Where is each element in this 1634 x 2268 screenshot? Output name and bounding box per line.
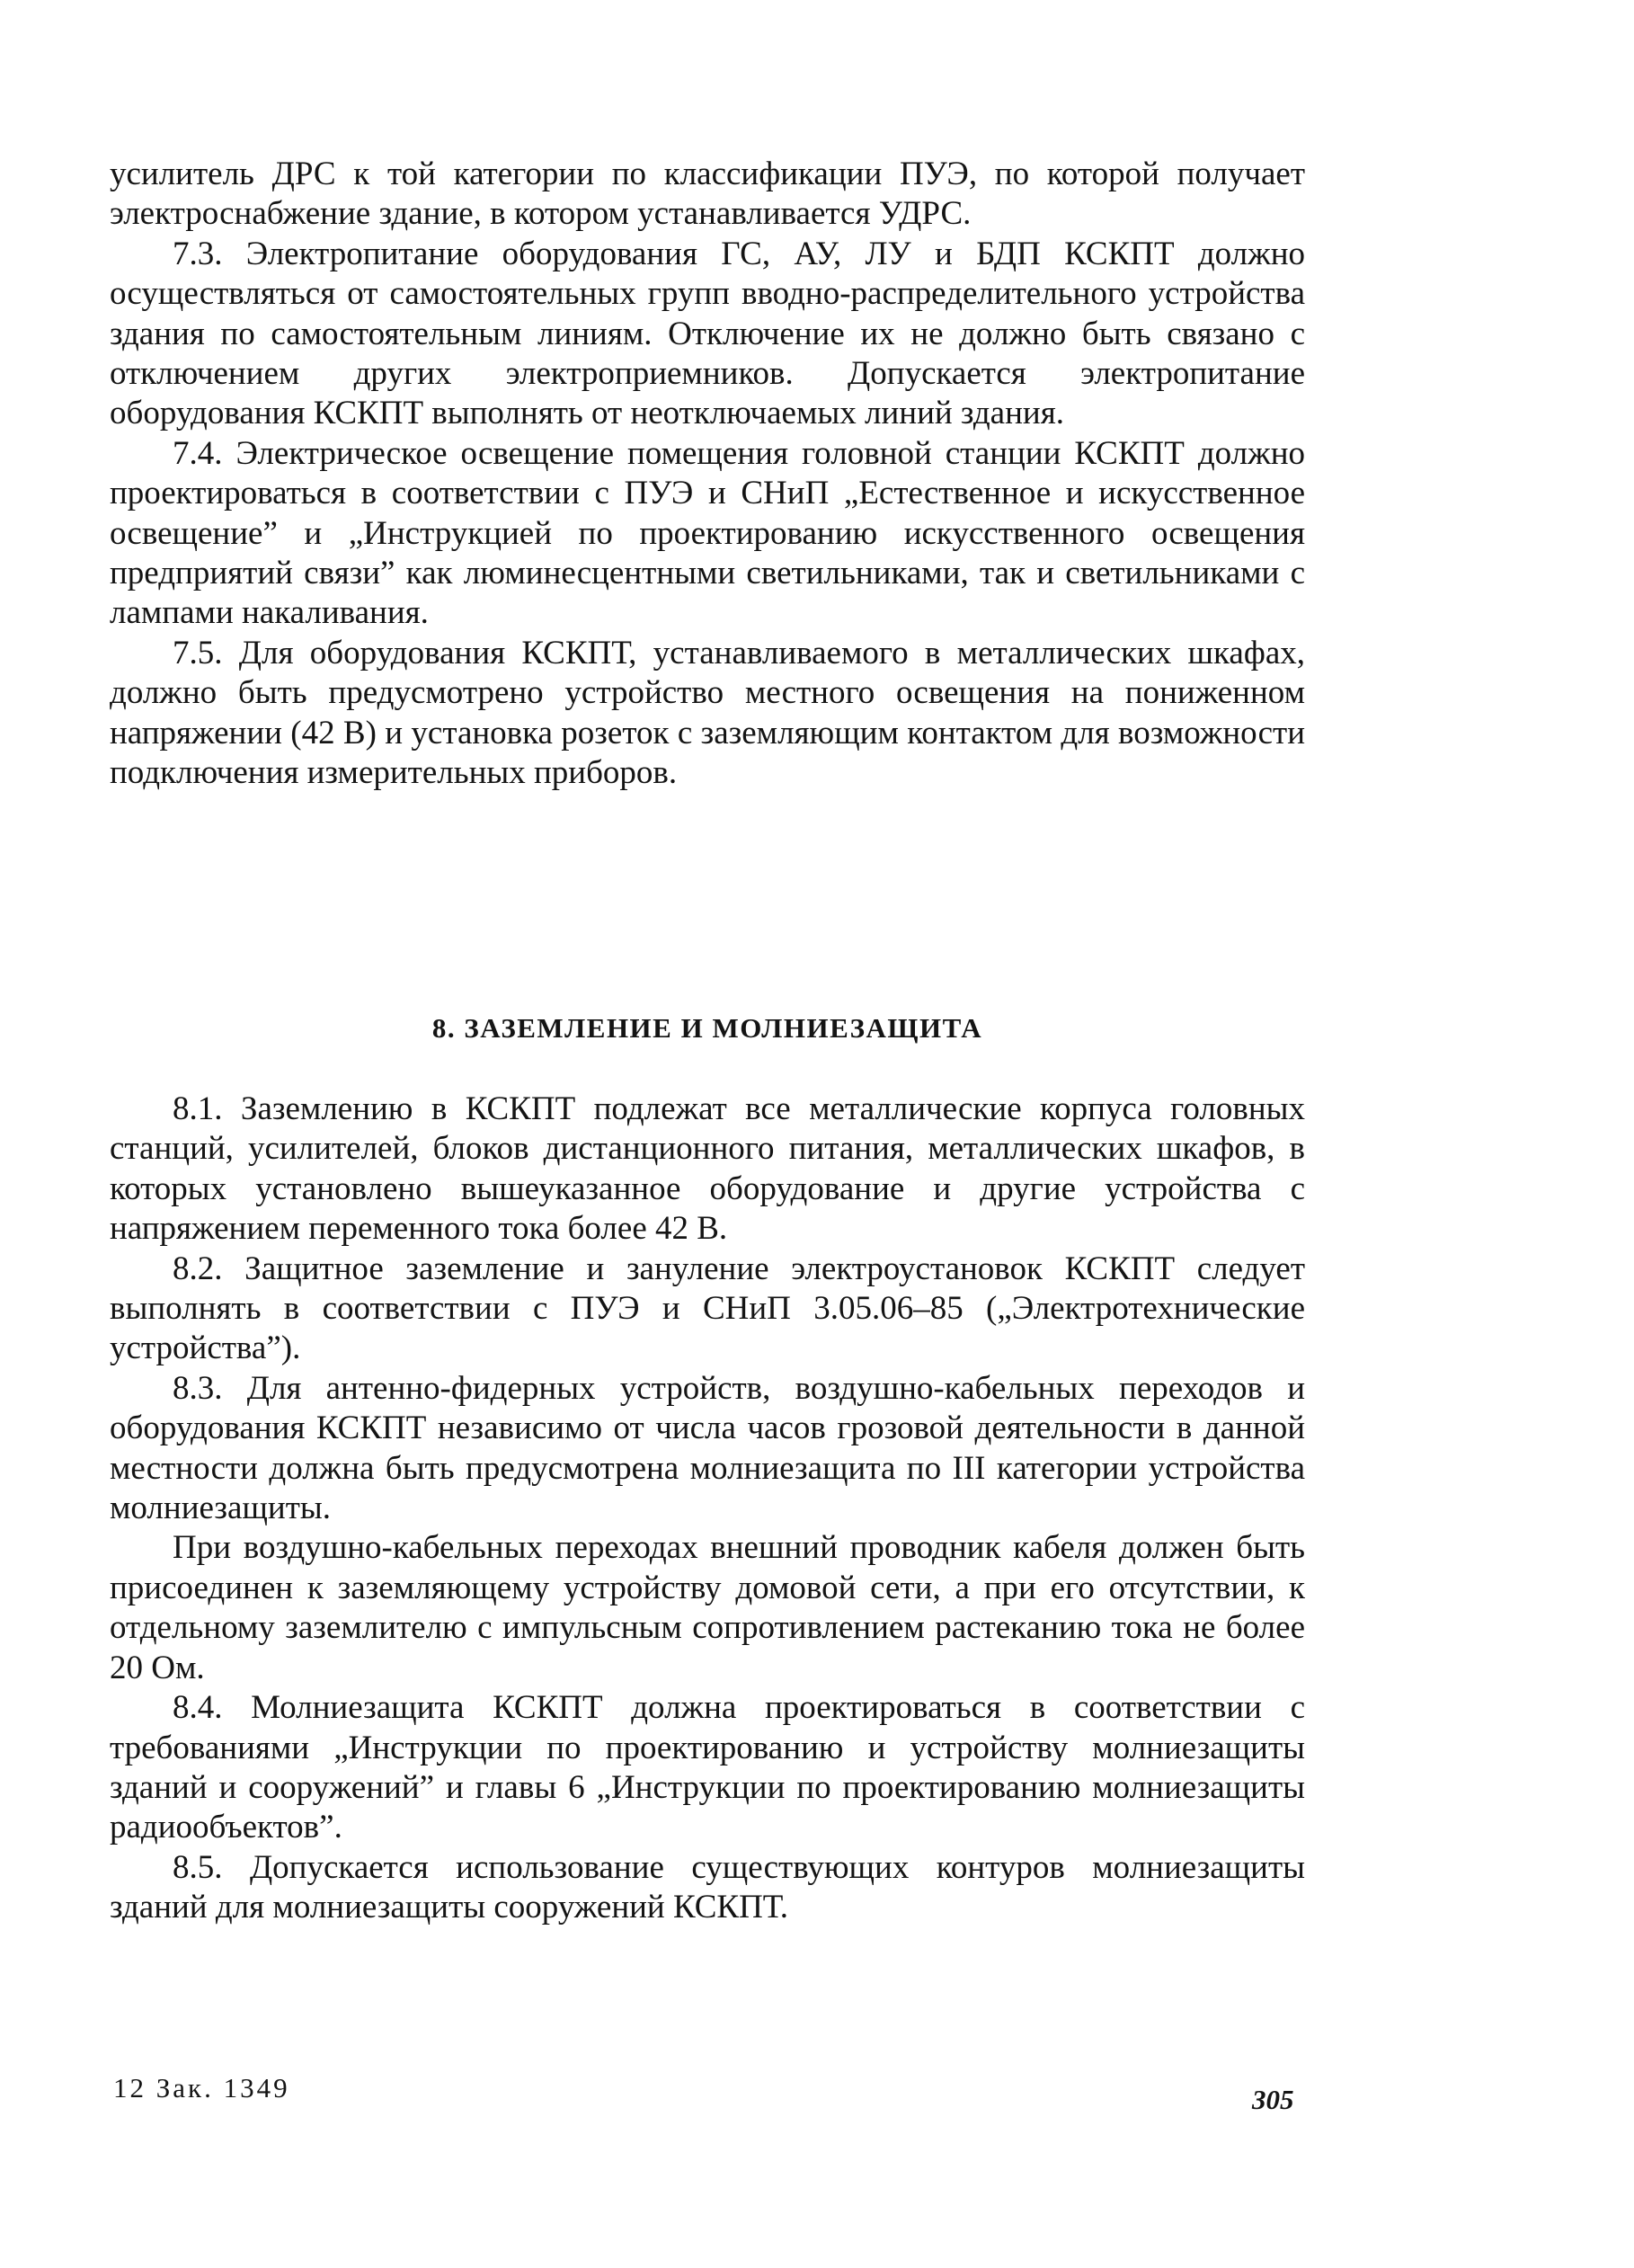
- paragraph-7-5: 7.5. Для оборудования КСКПТ, устанавливаемого в металлических шкафах, должно быть предусмотрено устройство местного освещения на пониженном напряжении (42 В) и установка розеток с заземляющим контактом для возможности подключения измерительных приборов.: [110, 634, 1305, 792]
- page-number: 305: [1252, 2084, 1294, 2115]
- section-7-text: [110, 155, 1305, 794]
- paragraph-7-4: 7.4. Электрическое освещение помещения головной станции КСКПТ должно проектироваться в соответствии с ПУЭ и СНиП „Естественное и искусственное освещение” и „Инструкцией по проектированию искусственного освещения предприятий связи” как люминесцентными светильниками, так и светильниками с лампами накаливания.: [110, 434, 1305, 632]
- paragraph-8-4: 8.4. Молниезащита КСКПТ должна проектироваться в соответствии с требованиями „Инструкции по проектированию и устройству молниезащиты зданий и сооружений” и главы 6 „Инструкции по проектированию молниезащиты радиообъектов”.: [110, 1689, 1305, 1846]
- section-8-heading: 8. ЗАЗЕМЛЕНИЕ И МОЛНИЕЗАЩИТА: [431, 1012, 983, 1044]
- paragraph-8-3: 8.3. Для антенно-фидерных устройств, воздушно-кабельных переходов и оборудования КСКПТ независимо от числа часов грозовой деятельности в данной местности должна быть предусмотрена молниезащита по III категории устройства молниезащиты.: [110, 1369, 1305, 1527]
- section-8-text: [110, 1090, 1305, 1928]
- paragraph-8-5: 8.5. Допускается использование существующих контуров молниезащиты зданий для молниезащиты сооружений КСКПТ.: [110, 1848, 1305, 1926]
- paragraph-continuation: усилитель ДРС к той категории по классификации ПУЭ, по которой получает электроснабжение здание, в котором устанавливается УДРС.: [110, 156, 1305, 233]
- footer-order-reference: 12 Зак. 1349: [113, 2072, 290, 2103]
- paragraph-8-3-continued: При воздушно-кабельных переходах внешний проводник кабеля должен быть присоединен к заземляющему устройству домовой сети, а при его отсутствии, к отдельному заземлителю с импульсным сопротивлением растеканию тока не более 20 Ом.: [110, 1529, 1305, 1686]
- paragraph-7-3: 7.3. Электропитание оборудования ГС, АУ, ЛУ и БДП КСКПТ должно осуществляться от самостоятельных групп вводно-распределительного устройства здания по самостоятельным линиям. Отключение их не должно быть связано с отключением других электроприемников. Допускается электропитание оборудования КСКПТ выполнять от неотключаемых линий здания.: [110, 235, 1305, 432]
- paragraph-8-1: 8.1. Заземлению в КСКПТ подлежат все металлические корпуса головных станций, усилителей, блоков дистанционного питания, металлических шкафов, в которых установлено вышеуказанное оборудование и другие устройства с напряжением переменного тока более 42 В.: [110, 1090, 1305, 1248]
- paragraph-8-2: 8.2. Защитное заземление и зануление электроустановок КСКПТ следует выполнять в соответствии с ПУЭ и СНиП 3.05.06–85 („Электротехнические устройства”).: [110, 1250, 1305, 1367]
